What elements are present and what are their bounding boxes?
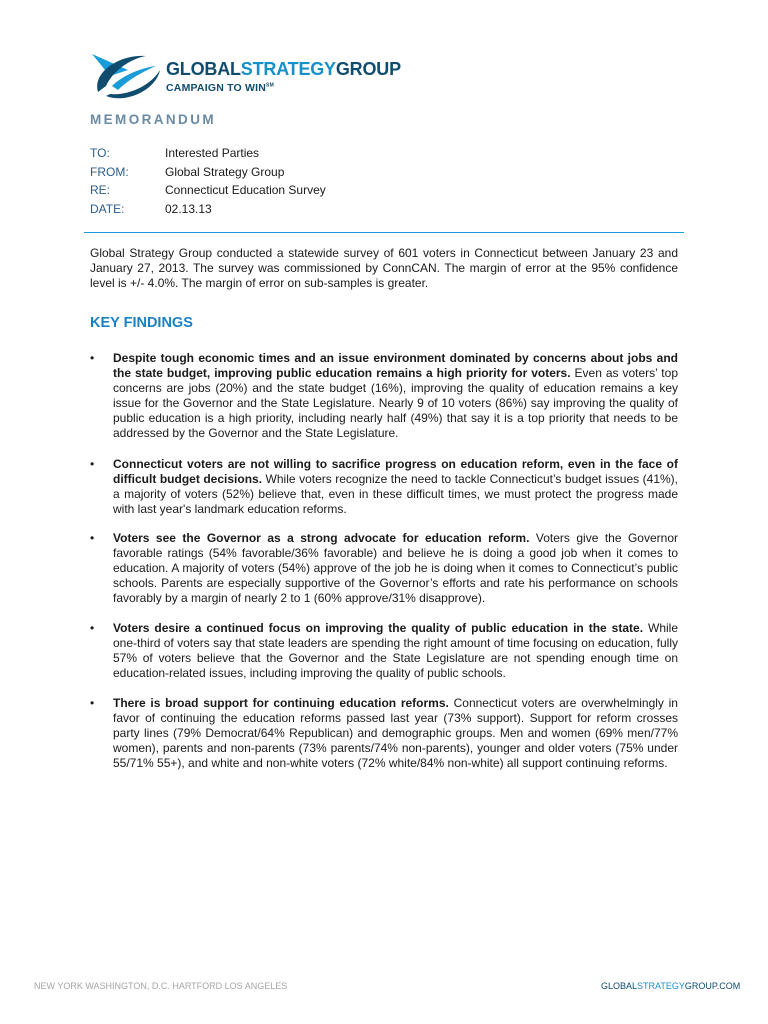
field-label: DATE: [90,202,125,216]
field-label: TO: [90,146,110,160]
bullet-icon: • [90,621,95,635]
swoosh-logo-icon [90,46,162,104]
bullet-icon: • [90,696,95,710]
brand-logo [90,46,401,106]
finding-text: Voters give the Governor favorable ratings (54% favorable/36% favorable) and believe he is doing a good job when it comes to education. A majority of voters (54%) approve of the job he is doing when it comes to Connecticut’s public schools. Parents are especially supportive of the Governor’s efforts and rate his performance on schools favorably by a margin of nearly 2 to 1 (60% approve/31% disapprove). [113,531,678,605]
footer-cities: NEW YORK WASHINGTON, D.C. HARTFORD LOS ANGELES [34,981,288,991]
bullet-icon: • [90,457,95,471]
finding-item [90,457,678,517]
field-label: RE: [90,183,111,197]
brand-name: GLOBALSTRATEGYGROUP [166,59,401,79]
finding-lead: Connecticut voters are not willing to sacrifice progress on education reform, even in the face of difficult budget decisions. [113,457,678,486]
field-label: FROM: [90,165,129,179]
service-mark: SM [266,82,274,89]
finding-lead: Despite tough economic times and an issue environment dominated by concerns about jobs and the state budget, improving public education remains a high priority for voters. [113,351,678,380]
field-value: Interested Parties [165,146,260,160]
finding-text: While voters recognize the need to tackle Connecticut’s budget issues (41%), a majority of voters (52%) believe that, even in these difficult times, we must protect the progress made with last year's landmark education reforms. [113,472,679,516]
finding-text: While one-third of voters say that state leaders are spending the right amount of time focusing on education, fully 57% of voters believe that the Governor and the State Legislature are not spending enough time on education-related issues, including improving the quality of public schools. [113,621,679,680]
finding-item [90,531,678,606]
field-value: Global Strategy Group [165,165,285,179]
bullet-icon: • [90,531,95,545]
finding-item [90,351,678,441]
intro-paragraph: Global Strategy Group conducted a statewide survey of 601 voters in Connecticut between January 23 and January 27, 2013. The survey was commissioned by ConnCAN. The margin of error at the 95% confidence level is +/- 4.0%. The margin of error on sub-samples is greater. [90,246,678,290]
finding-lead: There is broad support for continuing education reforms. [113,696,449,710]
finding-lead: Voters desire a continued focus on improving the quality of public education in the state. [113,621,644,635]
bullet-icon: • [90,351,95,365]
finding-item [90,696,678,771]
brand-tagline: CAMPAIGN TO WIN℠ [166,82,274,94]
header-divider [84,232,684,233]
footer-website-link[interactable]: GLOBALSTRATEGYGROUP.COM [601,981,741,991]
finding-item [90,621,678,681]
finding-text: Even as voters’ top concerns are jobs (20%) and the state budget (16%), improving the quality of education remains a key issue for the Governor and the State Legislature. Nearly 9 of 10 voters (86%) say improving the quality of public education is a high priority, including nearly half (49%) that say it is a top priority that needs to be addressed by the Governor and the State Legislature. [113,366,678,440]
finding-text: Connecticut voters are overwhelmingly in favor of continuing the education reforms passed last year (73% support). Support for reform crosses party lines (79% Democrat/64% Republican) and demographic groups. Men and women (69% men/77% women), parents and non-parents (73% parents/74% non-parents), younger and older voters (75% under 55/71% 55+), and white and non-white voters (72% white/84% non-white) all support continuing reforms. [113,696,678,770]
finding-lead: Voters see the Governor as a strong advocate for education reform. [113,531,530,545]
section-heading: KEY FINDINGS [90,315,193,331]
field-value: 02.13.13 [165,202,212,216]
memo-title: MEMORANDUM [90,112,216,127]
field-value: Connecticut Education Survey [165,183,326,197]
